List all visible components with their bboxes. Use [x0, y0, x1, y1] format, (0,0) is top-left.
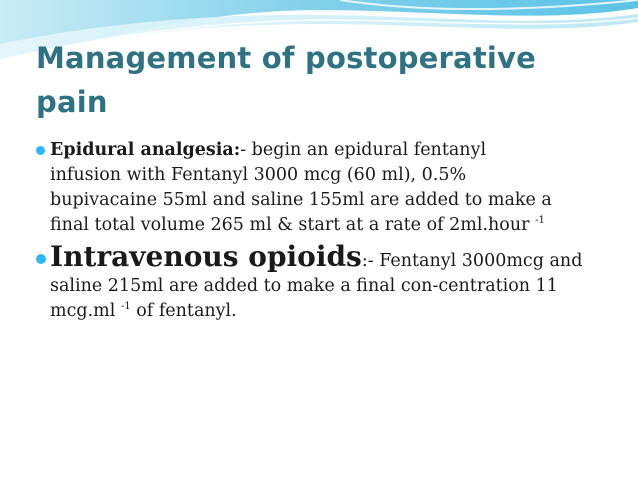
- bullet-2-text-3b: of fentanyl.: [130, 301, 237, 321]
- bullet-epidural-analgesia: [36, 138, 616, 238]
- bullet-2-line-3: [50, 299, 616, 324]
- bullet-2-text-3a: mcg.ml: [50, 301, 116, 321]
- bullet-1-text-1: - begin an epidural fentanyl: [240, 140, 487, 160]
- bullet-1-line-2: infusion with Fentanyl 3000 mcg (60 ml), 0.5%: [50, 165, 467, 185]
- bullet-2-superscript: -1: [120, 301, 131, 312]
- bullet-1-lead: Epidural analgesia:: [50, 140, 241, 160]
- bullet-intravenous-opioids: [36, 240, 616, 324]
- bullet-2-lead: Intravenous opioids: [50, 240, 362, 273]
- slide-content: [36, 138, 616, 324]
- bullet-dot-icon: [36, 254, 46, 264]
- bullet-2-line-1: [50, 240, 616, 274]
- bullet-2-text-1: :- Fentanyl 3000mcg and: [361, 251, 583, 271]
- bullet-dot-icon: [36, 146, 45, 155]
- bullet-1-line-3: bupivacaine 55ml and saline 155ml are added to make a: [50, 190, 552, 210]
- bullet-2-line-2: saline 215ml are added to make a final con-centration 11: [50, 276, 558, 296]
- slide-title: [36, 36, 616, 124]
- title-line-2: pain: [36, 85, 108, 119]
- bullet-1-line-4: [50, 213, 616, 238]
- bullet-1-superscript: -1: [535, 215, 545, 226]
- title-line-1: Management of postoperative: [36, 41, 536, 75]
- bullet-1-line-1: [50, 138, 616, 163]
- bullet-1-text-4: final total volume 265 ml & start at a rate of 2ml.hour: [50, 215, 530, 235]
